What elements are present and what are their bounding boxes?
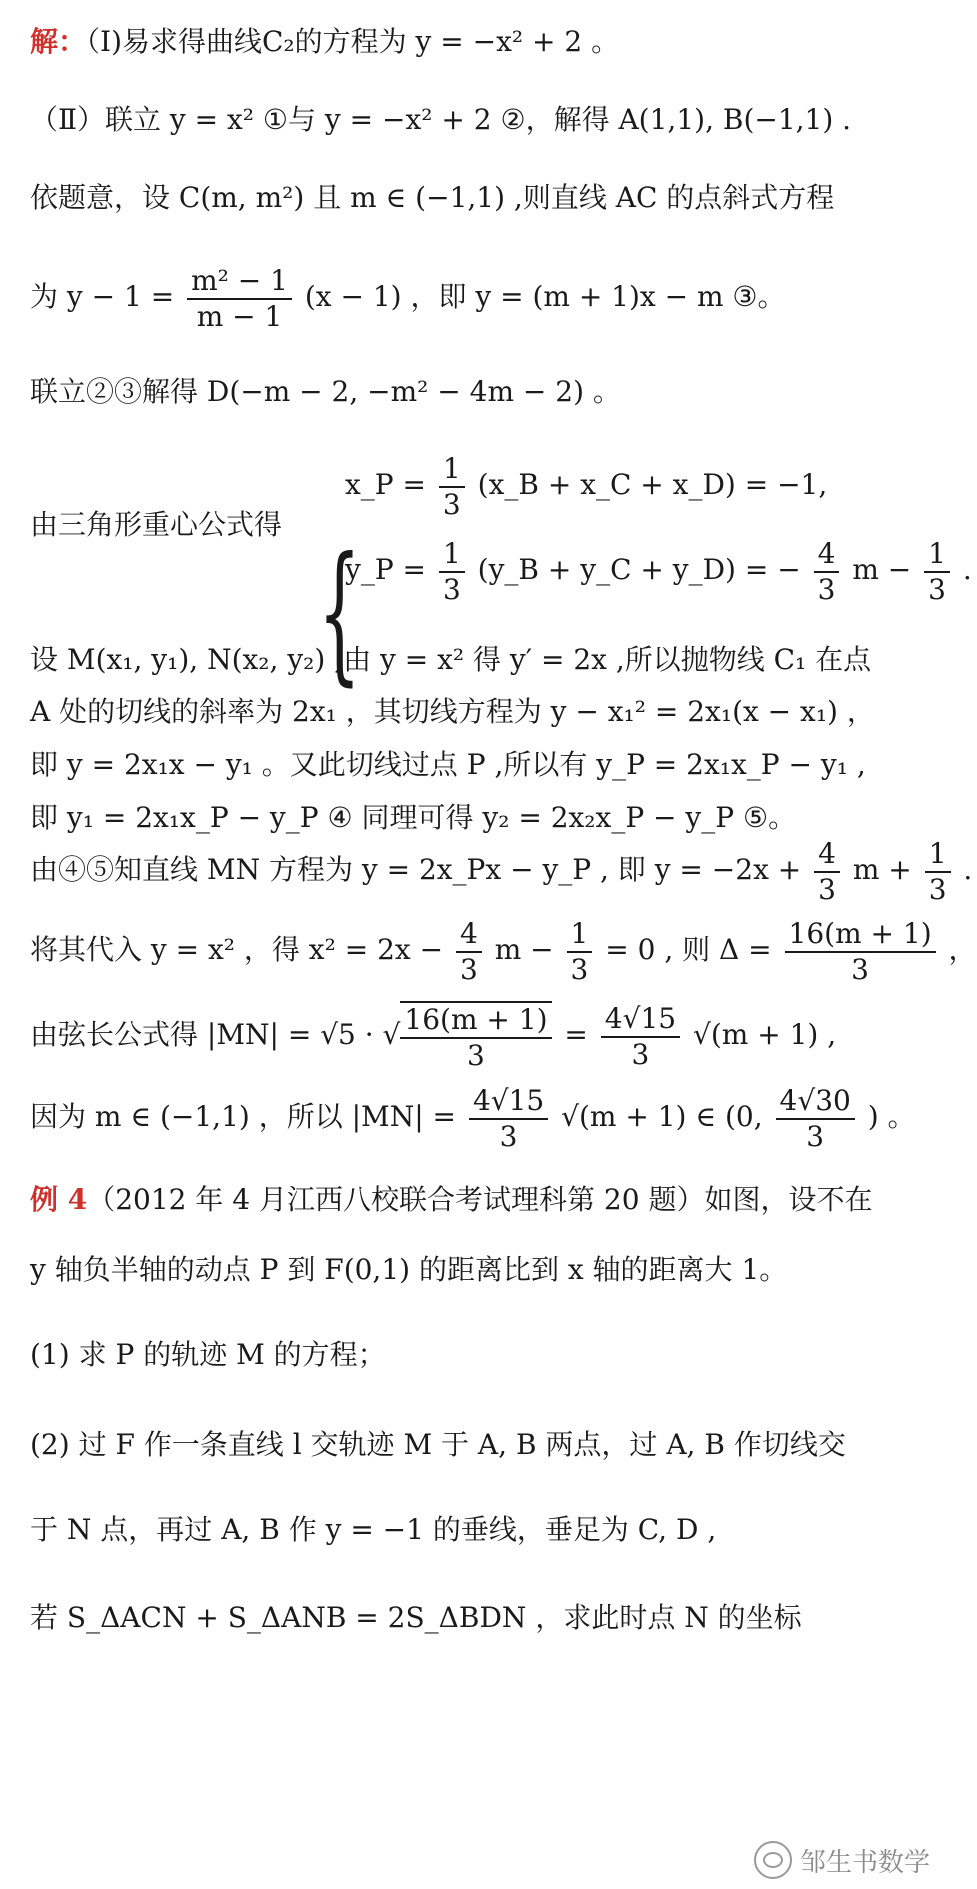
solution-line-12: [30, 915, 977, 987]
denominator: 3: [459, 952, 478, 986]
solution-line-9: 即 y = 2x₁x − y₁ 。又此切线过点 P ,所以有 y_P = 2x₁x_P − y₁ ,: [30, 748, 866, 781]
fraction: [439, 452, 465, 522]
line-text: 因为 m ∈ (−1,1) ，所以 |MN| =: [30, 1100, 457, 1133]
numerator: 1: [439, 452, 465, 488]
fraction: [601, 1002, 680, 1072]
numerator: 1: [567, 917, 593, 953]
numerator: m² − 1: [187, 264, 292, 300]
line-text: ，: [948, 933, 977, 966]
solution-line-13: [30, 1000, 930, 1073]
example-header: [30, 1180, 930, 1220]
example-label: 例 4: [30, 1183, 88, 1216]
line-text: (x − 1) ，即 y = (m + 1)x − m ③。: [304, 280, 786, 313]
solution-line-8: A 处的切线的斜率为 2x₁ ，其切线方程为 y − x₁² = 2x₁(x − x₁) ，: [30, 695, 875, 728]
line-text: （2012 年 4 月江西八校联合考试理科第 20 题）如图，设不在: [87, 1183, 873, 1216]
denominator: 3: [631, 1037, 650, 1071]
wechat-icon: [754, 1841, 792, 1879]
denominator: 3: [817, 572, 836, 606]
line-text: 由弦长公式得 |MN| = √5 · √: [30, 1018, 401, 1051]
fraction: [567, 917, 593, 987]
solution-line-4: [30, 262, 930, 334]
watermark-text: 邹生书数学: [799, 1847, 930, 1878]
line-text: .: [962, 553, 972, 586]
fraction: [785, 917, 936, 987]
line-text: √(m + 1) ,: [693, 1018, 837, 1051]
fraction: [814, 537, 840, 607]
denominator: 3: [442, 572, 461, 606]
line-text: y_P =: [345, 553, 427, 586]
fraction: [776, 1084, 855, 1154]
example-part-2: (2) 过 F 作一条直线 l 交轨迹 M 于 A, B 两点，过 A, B 作切线交: [30, 1428, 846, 1461]
fraction: [400, 1001, 551, 1073]
fraction: [439, 537, 465, 607]
numerator: 4: [456, 917, 482, 953]
watermark: [754, 1841, 930, 1879]
numerator: 1: [925, 837, 951, 873]
denominator: 3: [928, 572, 946, 606]
line-text: 由④⑤知直线 MN 方程为 y = 2x_Px − y_P , 即 y = −2x +: [30, 853, 802, 886]
fraction: [456, 917, 482, 987]
solution-line-3: 依题意，设 C(m, m²) 且 m ∈ (−1,1) ,则直线 AC 的点斜式方程: [30, 181, 835, 214]
denominator: 3: [851, 952, 869, 986]
denominator: 3: [442, 487, 461, 521]
solution-line-1: [30, 22, 930, 62]
fraction: [925, 837, 951, 907]
line-text: （Ⅰ)易求得曲线C₂的方程为 y = −x² + 2 。: [86, 25, 620, 58]
fraction: [814, 837, 840, 907]
fraction: [469, 1084, 548, 1154]
line-text: (x_B + x_C + x_D) = −1,: [477, 468, 828, 501]
denominator: 3: [499, 1119, 518, 1153]
line-text: m +: [852, 853, 912, 886]
numerator: 4: [814, 537, 840, 573]
example-part-1: (1) 求 P 的轨迹 M 的方程；: [30, 1338, 386, 1371]
line-text: m −: [494, 933, 554, 966]
line-text: = 0 , 则 Δ =: [605, 933, 772, 966]
example-line-2: y 轴负半轴的动点 P 到 F(0,1) 的距离比到 x 轴的距离大 1。: [30, 1253, 788, 1286]
numerator: 4: [814, 837, 840, 873]
solution-line-2: （Ⅱ）联立 y = x² ①与 y = −x² + 2 ②，解得 A(1,1), B(−1,1) .: [30, 103, 852, 136]
numerator: 1: [924, 537, 950, 573]
numerator: 16(m + 1): [785, 917, 936, 953]
denominator: 3: [928, 872, 947, 906]
numerator: 4√15: [469, 1084, 548, 1120]
line-text: .: [963, 853, 973, 886]
numerator: 1: [439, 537, 465, 573]
line-text: 将其代入 y = x² ，得 x² = 2x −: [30, 933, 444, 966]
solution-label: 解：: [30, 25, 87, 58]
centroid-eq-y: [345, 535, 972, 607]
centroid-eq-x: [345, 450, 930, 522]
line-text: 为 y − 1 =: [30, 280, 175, 313]
line-text: =: [564, 1018, 588, 1051]
example-line-5: 于 N 点，再过 A, B 作 y = −1 的垂线，垂足为 C, D ,: [30, 1513, 717, 1546]
line-text: √(m + 1) ∈ (0,: [561, 1100, 763, 1133]
denominator: m − 1: [196, 299, 283, 333]
denominator: 3: [467, 1038, 485, 1072]
numerator: 4√15: [601, 1002, 680, 1038]
solution-line-5: 联立②③解得 D(−m − 2, −m² − 4m − 2) 。: [30, 375, 621, 408]
line-text: (y_B + y_C + y_D) = −: [477, 553, 801, 586]
fraction: [924, 537, 950, 607]
numerator: 4√30: [776, 1084, 855, 1120]
fraction: [187, 264, 292, 334]
left-brace: {: [318, 526, 361, 700]
solution-line-10: 即 y₁ = 2x₁x_P − y_P ④ 同理可得 y₂ = 2x₂x_P − y_P ⑤。: [30, 801, 797, 834]
solution-line-14: [30, 1082, 930, 1154]
line-text: ) 。: [867, 1100, 916, 1133]
solution-line-7: 设 M(x₁, y₁), N(x₂, y₂) ,由 y = x² 得 y′ = 2x ,所以抛物线 C₁ 在点: [30, 643, 872, 676]
denominator: 3: [570, 952, 589, 986]
line-text: x_P =: [345, 468, 426, 501]
denominator: 3: [806, 1119, 825, 1153]
centroid-label: 由三角形重心公式得: [30, 508, 283, 541]
numerator: 16(m + 1): [400, 1003, 551, 1039]
line-text: m −: [852, 553, 912, 586]
solution-line-11: [30, 835, 973, 907]
denominator: 3: [818, 872, 836, 906]
example-line-6: 若 S_ΔACN + S_ΔANB = 2S_ΔBDN ，求此时点 N 的坐标: [30, 1601, 802, 1634]
